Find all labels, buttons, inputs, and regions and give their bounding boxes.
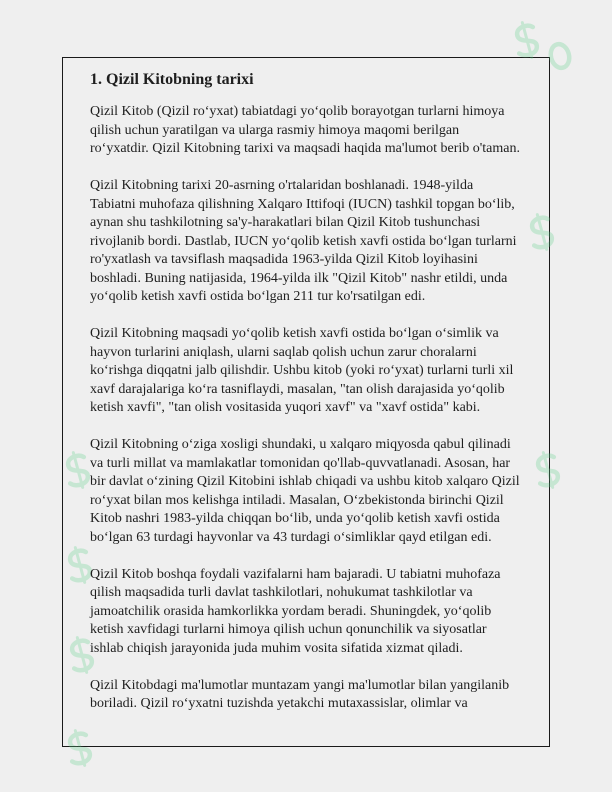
paragraph-line: ro‘yxatdir. Qizil Kitobning tarixi va maqsadi haqida ma'lumot berib o'taman. xyxy=(90,141,521,157)
paragraph-line: qilish maqsadida turli davlat tashkilotlari, nohukumat tashkilotlar va xyxy=(90,585,473,601)
paragraph-line: ishlab chiqish jarayonida juda muhim vosita sifatida xizmat qiladi. xyxy=(90,640,463,656)
paragraph-line: Qizil Kitob boshqa foydali vazifalarni ham bajaradi. U tabiatni muhofaza xyxy=(90,566,501,582)
paragraph xyxy=(90,566,530,659)
paragraph-line: Qizil Kitob (Qizil ro‘yxat) tabiatdagi yo‘qolib borayotgan turlarni himoya xyxy=(90,104,505,120)
paragraph-line: yo‘qolib ketish xavfi ostida bo‘lgan 211 tur ko'rsatilgan edi. xyxy=(90,289,426,305)
paragraph-line: qilish uchun yaratilgan va ularga rasmiy himoya maqomi berilgan xyxy=(90,122,460,138)
paragraph-line: jamoatchilik orasida hamkorlikka yordam beradi. Shuningdek, yo‘qolib xyxy=(90,603,492,619)
paragraph-line: bo‘lgan 63 turdagi hayvonlar va 43 turdagi o‘simliklar qayd etilgan edi. xyxy=(90,529,492,545)
paragraph-line: ketish xavfidagi turlarni himoya qilish uchun qonunchilik va siyosatlar xyxy=(90,622,487,638)
paragraph-line: Qizil Kitobdagi ma'lumotlar muntazam yangi ma'lumotlar bilan yangilanib xyxy=(90,677,510,693)
paragraph-line: Qizil Kitobning o‘ziga xosligi shundaki, u xalqaro miqyosda qabul qilinadi xyxy=(90,437,511,453)
paragraph xyxy=(90,436,530,547)
paragraph-line: boshladi. Buning natijasida, 1964-yilda ilk "Qizil Kitob" nashr etildi, unda xyxy=(90,270,508,286)
paragraph xyxy=(90,677,530,714)
watermark-mark xyxy=(548,42,572,70)
paragraph-line: ko‘rishga diqqatni jalb qilishdir. Ushbu kitob (yoki ro‘yxat) turlarni turli xil xyxy=(90,363,514,379)
paragraph-line: Tabiatni muhofaza qilishning Xalqaro Ittifoqi (IUCN) tashkil topgan bo‘lib, xyxy=(90,196,515,212)
paragraph-line: Qizil Kitobning maqsadi yo‘qolib ketish xavfi ostida bo‘lgan o‘simlik va xyxy=(90,326,499,342)
section-title: 1. Qizil Kitobning tarixi xyxy=(90,71,254,88)
paragraph-line: rivojlanib bordi. Dastlab, IUCN yo‘qolib ketish xavfi ostida bo‘lgan turlarni xyxy=(90,233,517,249)
paragraph-line: Kitob nashri 1983-yilda chiqqan bo‘lib, unda yo‘qolib ketish xavfi ostida xyxy=(90,511,500,527)
paragraph-line: ketish xavfi", "tan olish vositasida yuqori xavf" va "xavf ostida" kabi. xyxy=(90,400,481,416)
paragraph-line: bir davlat o‘zining Qizil Kitobini ishlab chiqadi va ushbu kitob xalqaro Qizil xyxy=(90,474,520,490)
paragraph-line: va turli millat va mamlakatlar tomonidan qo'llab-quvvatlanadi. Asosan, har xyxy=(90,455,511,471)
paragraph-line: ro‘yxat bilan mos kelishga intiladi. Masalan, O‘zbekistonda birinchi Qizil xyxy=(90,492,504,508)
paragraph-line: hayvon turlarini aniqlash, ularni saqlab qolish uchun zarur choralarni xyxy=(90,344,477,360)
paragraph-line: xavf darajalariga ko‘ra tasniflaydi, masalan, "tan olish darajasida yo‘qolib xyxy=(90,381,505,397)
paragraph-line: aynan shu tashkilotning sa'y-harakatlari bilan Qizil Kitob tushunchasi xyxy=(90,215,481,231)
paragraph-line: Qizil Kitobning tarixi 20-asrning o'rtalaridan boshlanadi. 1948-yilda xyxy=(90,178,474,194)
document-body xyxy=(90,70,530,732)
paragraph xyxy=(90,177,530,307)
watermark-mark xyxy=(512,20,541,60)
paragraph-line: boriladi. Qizil ro‘yxatni tuzishda yetakchi mutaxassislar, olimlar va xyxy=(90,696,468,712)
paragraph-line: ro'yxatlash va tavsiflash maqsadida 1963-yilda Qizil Kitob loyihasini xyxy=(90,252,478,268)
paragraph xyxy=(90,103,530,159)
paragraph xyxy=(90,325,530,418)
